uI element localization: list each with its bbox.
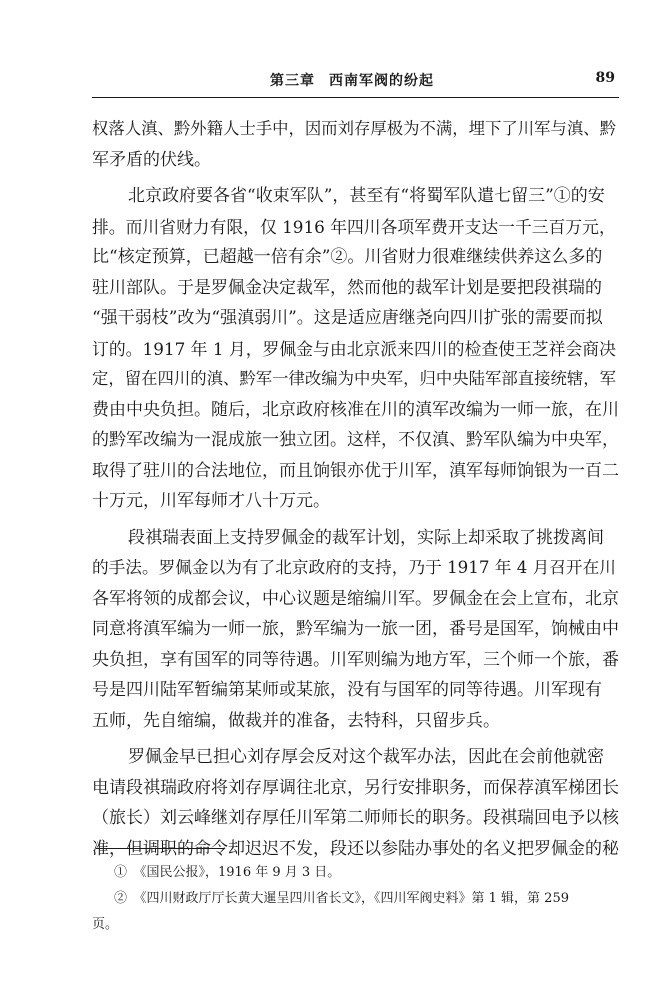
text-line: “强干弱枝”改为“强滇弱川”。这是适应唐继尧向四川扩张的需要而拟 bbox=[92, 308, 603, 328]
chapter-heading bbox=[270, 70, 448, 90]
header-rule bbox=[92, 97, 619, 98]
footnote-2-continued: 页。 bbox=[92, 917, 119, 932]
text-line: 央负担，享有国军的同等待遇。川军则编为地方军，三个师一个旅，番 bbox=[92, 649, 619, 670]
page-number: 89 bbox=[595, 70, 615, 86]
text-line: 十万元，川军每师才八十万元。 bbox=[92, 491, 330, 511]
text-line: 费由中央负担。随后，北京政府核准在川的滇军改编为一师一旅，在川 bbox=[92, 399, 619, 420]
paragraph-1 bbox=[92, 114, 619, 175]
text-line: 五师，先自缩编，做裁并的准备，去特科，只留步兵。 bbox=[92, 710, 500, 731]
footnote-2: ② 《四川财政厅厅长黄大暹呈四川省长文》，《四川军阀史料》第 1 辑，第 259 bbox=[114, 891, 569, 906]
text-line: 号是四川陆军暂编第某师或某旅，没有与国军的同等待遇。川军现有 bbox=[92, 680, 602, 700]
footnotes bbox=[92, 860, 619, 938]
text-line: 定，留在四川的滇、黔军一律改编为中央军，归中央陆军部直接统辖，军 bbox=[92, 369, 617, 388]
paragraph-3 bbox=[92, 523, 619, 737]
text-line: 北京政府要各省“收束军队”，甚至有“将蜀军队遣七留三”①的安 bbox=[128, 186, 605, 206]
footnote-rule bbox=[96, 848, 224, 849]
text-line: 的手法。罗佩金以为有了北京政府的支持，乃于 1917 年 4 月召开在川 bbox=[92, 558, 616, 577]
text-line: 电请段祺瑞政府将刘存厚调往北京，另行安排职务，而保荐滇军梯团长 bbox=[92, 777, 619, 798]
body-text bbox=[92, 114, 619, 864]
text-line: 比“核定预算，已超越一倍有余”②。川省财力很难继续供养这么多的 bbox=[92, 247, 603, 267]
text-line: 排。而川省财力有限，仅 1916 年四川各项军费开支达一千三百万元， bbox=[92, 216, 616, 237]
text-line: 驻川部队。于是罗佩金决定裁军，然而他的裁军计划是要把段祺瑞的 bbox=[92, 277, 602, 298]
text-line: 同意将滇军编为一师一旅，黔军编为一旅一团，番号是国军，饷械由中 bbox=[92, 619, 619, 639]
text-line: 取得了驻川的合法地位，而且饷银亦优于川军，滇军每师饷银为一百二 bbox=[92, 460, 619, 481]
text-line: 各军将领的成都会议，中心议题是缩编川军。罗佩金在会上宣布，北京 bbox=[92, 588, 619, 609]
running-header bbox=[92, 70, 619, 92]
text-line: 的黔军改编为一混成旅一独立团。这样，不仅滇、黔军队编为中央军， bbox=[92, 430, 619, 450]
chapter-number: 第三章 bbox=[270, 73, 315, 89]
text-line: 权落人滇、黔外籍人士手中，因而刘存厚极为不满，埋下了川军与滇、黔 bbox=[92, 119, 617, 138]
text-line: 订的。1917 年 1 月，罗佩金与由北京派来四川的检查使王芝祥会商决 bbox=[92, 338, 616, 359]
text-line: （旅长）刘云峰继刘存厚任川军第二师师长的职务。段祺瑞回电予以核 bbox=[92, 808, 619, 828]
text-line: 准，但调职的命令却迟迟不发，段还以参陆办事处的名义把罗佩金的秘 bbox=[92, 838, 619, 859]
text-line: 罗佩金早已担心刘存厚会反对这个裁军办法，因此在会前他就密 bbox=[128, 747, 604, 767]
text-line: 段祺瑞表面上支持罗佩金的裁军计划，实际上却采取了挑拨离间 bbox=[128, 527, 604, 548]
footnote-1: ① 《国民公报》，1916 年 9 月 3 日。 bbox=[114, 865, 341, 880]
text-line: 军矛盾的伏线。 bbox=[92, 149, 211, 170]
chapter-title: 西南军阀的纷起 bbox=[329, 73, 434, 89]
paragraph-2 bbox=[92, 181, 619, 517]
paragraph-4 bbox=[92, 742, 619, 864]
